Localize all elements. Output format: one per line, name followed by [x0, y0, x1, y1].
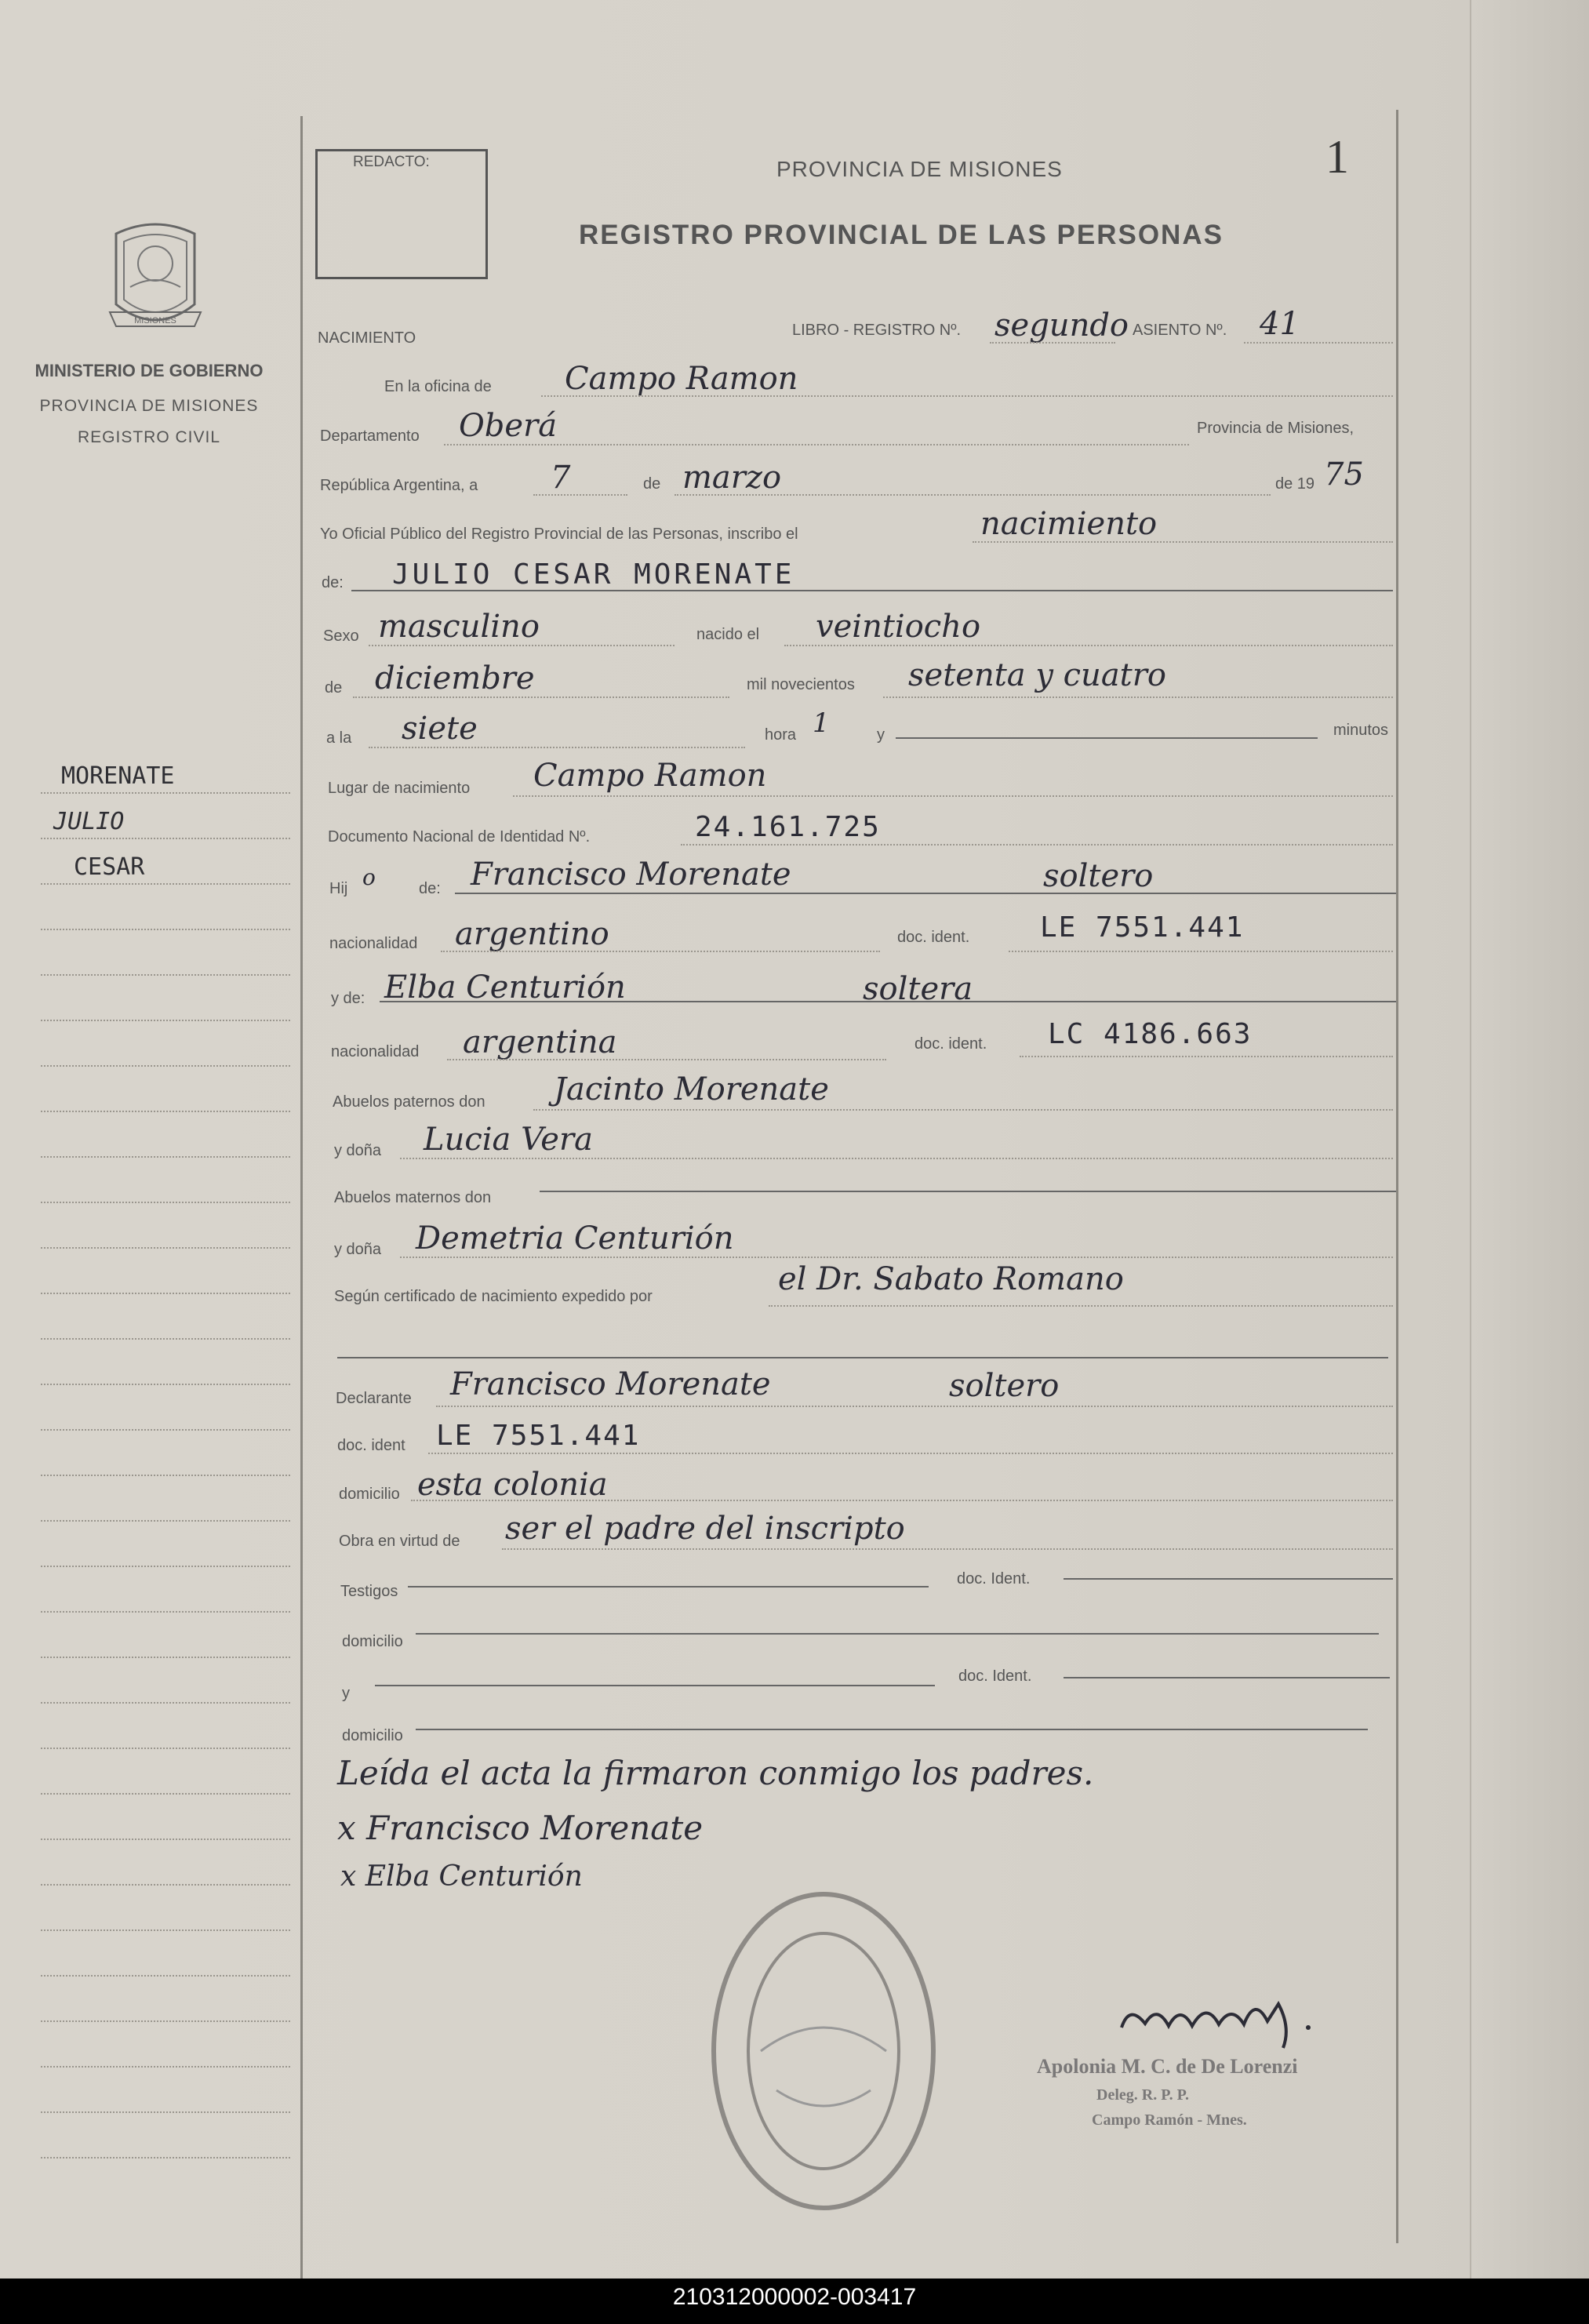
departamento-value: Oberá — [459, 408, 558, 444]
y-dona-paterna-label: y doña — [334, 1142, 382, 1159]
province-emblem-icon — [102, 218, 209, 344]
margin-rule — [41, 1884, 290, 1886]
emblem-text: MISIONES — [134, 316, 176, 326]
nacido-label: nacido el — [696, 626, 760, 643]
obra-line — [502, 1548, 1393, 1550]
domicilio-testigo-line — [416, 1633, 1379, 1635]
abuelo-materno-line — [540, 1191, 1396, 1192]
nombre-value: JULIO CESAR MORENATE — [392, 558, 795, 591]
margin-rule — [41, 792, 290, 794]
hij-letter-value: o — [362, 864, 376, 890]
margin-rule — [41, 1929, 290, 1931]
domicilio-testigo2-line — [416, 1729, 1368, 1730]
y-dona-materna-label: y doña — [334, 1241, 382, 1258]
declarante-value: Francisco Morenate — [450, 1366, 771, 1402]
padre-nacionalidad-value: argentino — [455, 916, 609, 952]
acto-line — [973, 541, 1393, 543]
margin-rule — [41, 1838, 290, 1840]
madre-value: Elba Centurión — [384, 969, 626, 1006]
margin-rule — [41, 1429, 290, 1431]
hora-texto-line — [369, 747, 745, 748]
margin-rule — [41, 1611, 290, 1613]
margin-rule — [41, 1338, 290, 1340]
madre-line — [380, 1001, 1396, 1002]
hora-texto-value: siete — [402, 711, 478, 747]
padre-doc-value: LE 7551.441 — [1040, 911, 1245, 944]
sexo-line — [369, 645, 675, 646]
padre-doc-line — [1009, 951, 1393, 952]
domicilio-value: esta colonia — [417, 1467, 608, 1503]
abuelos-maternos-label: Abuelos maternos don — [334, 1189, 492, 1206]
lugar-value: Campo Ramon — [533, 758, 767, 794]
margin-rule — [41, 1793, 290, 1795]
nacionalidad-padre-label: nacionalidad — [329, 935, 418, 952]
segun-certificado-label: Según certificado de nacimiento expedido por — [334, 1288, 653, 1305]
y-testigo-label: y — [342, 1685, 350, 1702]
hij-label: Hij — [329, 880, 348, 897]
padre-value: Francisco Morenate — [471, 856, 791, 893]
frame-line-left — [300, 116, 303, 2289]
image-id: 210312000002-003417 — [672, 2284, 917, 2310]
madre-nacionalidad-line — [447, 1059, 886, 1060]
padre-nacionalidad-line — [441, 951, 880, 952]
doc-testigo-line — [1064, 1578, 1393, 1580]
hij-de-label: de: — [419, 880, 441, 897]
margin-rule — [41, 2111, 290, 2113]
signature-father: x Francisco Morenate — [337, 1809, 704, 1847]
page-edge — [1470, 0, 1589, 2279]
republica-label: República Argentina, a — [320, 477, 478, 494]
margin-rule — [41, 1475, 290, 1476]
testigos-line — [408, 1586, 929, 1588]
doc-testigo2-label: doc. Ident. — [958, 1668, 1032, 1685]
civil-registry-heading: REGISTRO CIVIL — [77, 428, 221, 446]
doc-declarante-label: doc. ident — [337, 1437, 405, 1454]
oficina-label: En la oficina de — [384, 378, 492, 395]
madre-doc-value: LC 4186.663 — [1048, 1018, 1253, 1050]
ministry-heading: MINISTERIO DE GOBIERNO — [35, 361, 264, 380]
madre-nacionalidad-value: argentina — [463, 1024, 617, 1060]
abuela-paterna-line — [400, 1158, 1393, 1159]
margin-rule — [41, 1293, 290, 1294]
margin-rule — [41, 2157, 290, 2159]
acta-note: Leída el acta la firmaron conmigo los padres. — [337, 1754, 1094, 1792]
doc-testigo-label: doc. Ident. — [957, 1570, 1031, 1588]
obra-value: ser el padre del inscripto — [505, 1511, 905, 1547]
domicilio-label: domicilio — [339, 1486, 400, 1503]
margin-rule — [41, 2066, 290, 2068]
nacido-mes-line — [353, 696, 729, 698]
province-subheading: PROVINCIA DE MISIONES — [39, 397, 259, 415]
margin-rule — [41, 1748, 290, 1749]
sexo-value: masculino — [378, 609, 540, 645]
asiento-value: 41 — [1260, 306, 1300, 342]
asiento-label: ASIENTO Nº. — [1133, 322, 1227, 339]
nacido-dia-value: veintiocho — [816, 609, 981, 645]
libro-label: LIBRO - REGISTRO Nº. — [792, 322, 962, 339]
margin-rule — [41, 2020, 290, 2022]
doc-testigo2-line — [1064, 1677, 1390, 1678]
nacimiento-label: NACIMIENTO — [318, 329, 416, 347]
official-role: Deleg. R. P. P. — [1096, 2086, 1189, 2104]
hora-label: hora — [765, 726, 797, 744]
nacido-anio-value: setenta y cuatro — [908, 657, 1166, 693]
provincia-label: Provincia de Misiones, — [1197, 420, 1354, 437]
dia-value: 7 — [551, 460, 571, 496]
margin-rule — [41, 883, 290, 885]
dni-value: 24.161.725 — [695, 811, 881, 843]
domicilio-testigo-label: domicilio — [342, 1633, 403, 1650]
a-la-label: a la — [326, 729, 352, 747]
registry-title: REGISTRO PROVINCIAL DE LAS PERSONAS — [579, 220, 1224, 250]
declarante-doc-value: LE 7551.441 — [436, 1420, 641, 1452]
nacionalidad-madre-label: nacionalidad — [331, 1043, 420, 1060]
margin-rule — [41, 1702, 290, 1704]
de19-label: de 19 — [1275, 475, 1315, 493]
margin-rule — [41, 1247, 290, 1249]
doc-madre-label: doc. ident. — [914, 1035, 987, 1053]
departamento-line — [444, 444, 1189, 446]
declarante-line — [436, 1406, 1393, 1407]
nacido-anio-line — [883, 696, 1393, 698]
margin-surname: MORENATE — [61, 762, 175, 790]
mes-value: marzo — [682, 460, 782, 496]
libro-value: segundo — [994, 307, 1129, 344]
margin-rule — [41, 1520, 290, 1522]
nombre-line — [351, 590, 1393, 591]
nacido-mes-value: diciembre — [375, 660, 535, 696]
de-label: de — [643, 475, 661, 493]
certificado-line — [769, 1305, 1393, 1307]
oficina-value: Campo Ramon — [565, 361, 798, 397]
certificado-line-2 — [337, 1357, 1388, 1358]
y-de-label: y de: — [331, 990, 365, 1007]
margin-rule — [41, 1566, 290, 1567]
mil-novecientos-label: mil novecientos — [747, 676, 855, 693]
hora-num-value: 1 — [813, 707, 830, 739]
margin-rule — [41, 974, 290, 976]
yo-oficial-label: Yo Oficial Público del Registro Provincial de las Personas, inscribo el — [320, 526, 798, 543]
page-number: 1 — [1325, 131, 1349, 183]
lugar-line — [513, 795, 1393, 797]
padre-estado-value: soltero — [1043, 858, 1154, 894]
acto-value: nacimiento — [980, 506, 1158, 542]
declarante-label: Declarante — [336, 1390, 412, 1407]
margin-rule — [41, 1065, 290, 1067]
sexo-label: Sexo — [323, 627, 359, 645]
margin-rule — [41, 1020, 290, 1021]
redacto-label: REDACTO: — [353, 154, 430, 170]
de-mes-label: de — [325, 679, 343, 696]
margin-middlename: CESAR — [74, 853, 145, 881]
anio-value: 75 — [1324, 456, 1364, 493]
abuelo-paterno-value: Jacinto Morenate — [554, 1071, 829, 1107]
oficina-line — [541, 395, 1393, 397]
doc-padre-label: doc. ident. — [897, 929, 970, 946]
asiento-line — [1244, 342, 1393, 344]
abuela-materna-line — [400, 1257, 1393, 1258]
obra-label: Obra en virtud de — [339, 1533, 460, 1550]
mes-line — [675, 494, 1271, 496]
margin-rule — [41, 1111, 290, 1112]
libro-line — [990, 342, 1115, 344]
margin-rule — [41, 1202, 290, 1203]
declarante-doc-line — [428, 1453, 1393, 1454]
frame-line-right — [1396, 110, 1398, 2243]
abuelo-paterno-line — [533, 1109, 1393, 1111]
official-name: Apolonia M. C. de De Lorenzi — [1037, 2055, 1298, 2078]
minutos-label: minutos — [1333, 722, 1389, 739]
testigo2-line — [375, 1685, 935, 1686]
de-nombre-label: de: — [322, 574, 344, 591]
margin-rule — [41, 1384, 290, 1385]
margin-rule — [41, 1975, 290, 1977]
madre-estado-value: soltera — [863, 971, 973, 1007]
abuela-materna-value: Demetria Centurión — [416, 1220, 734, 1257]
dia-line — [533, 494, 627, 496]
lugar-label: Lugar de nacimiento — [328, 780, 471, 797]
province-heading: PROVINCIA DE MISIONES — [776, 157, 1063, 181]
official-location: Campo Ramón - Mnes. — [1092, 2111, 1247, 2129]
y-minutos-label: y — [877, 726, 885, 744]
certificado-value: el Dr. Sabato Romano — [778, 1261, 1124, 1297]
minutos-line — [896, 737, 1318, 739]
padre-line — [455, 893, 1396, 894]
dni-label: Documento Nacional de Identidad Nº. — [328, 828, 591, 846]
testigos-label: Testigos — [340, 1583, 398, 1600]
margin-firstname: JULIO — [53, 808, 125, 835]
domicilio-testigo2-label: domicilio — [342, 1727, 403, 1744]
margin-rule — [41, 929, 290, 930]
departamento-label: Departamento — [320, 427, 420, 445]
margin-rule — [41, 838, 290, 839]
domicilio-line — [411, 1500, 1393, 1501]
official-signature-icon — [1114, 1980, 1333, 2051]
abuela-paterna-value: Lucia Vera — [424, 1122, 593, 1158]
declarante-estado-value: soltero — [949, 1368, 1060, 1404]
margin-rule — [41, 1657, 290, 1658]
margin-rule — [41, 1156, 290, 1158]
signature-mother: x Elba Centurión — [340, 1860, 583, 1893]
registry-seal-icon — [706, 1886, 941, 2216]
dni-line — [681, 844, 1393, 846]
nacido-line — [784, 645, 1393, 646]
madre-doc-line — [1020, 1056, 1393, 1057]
abuelos-paternos-label: Abuelos paternos don — [333, 1093, 485, 1111]
